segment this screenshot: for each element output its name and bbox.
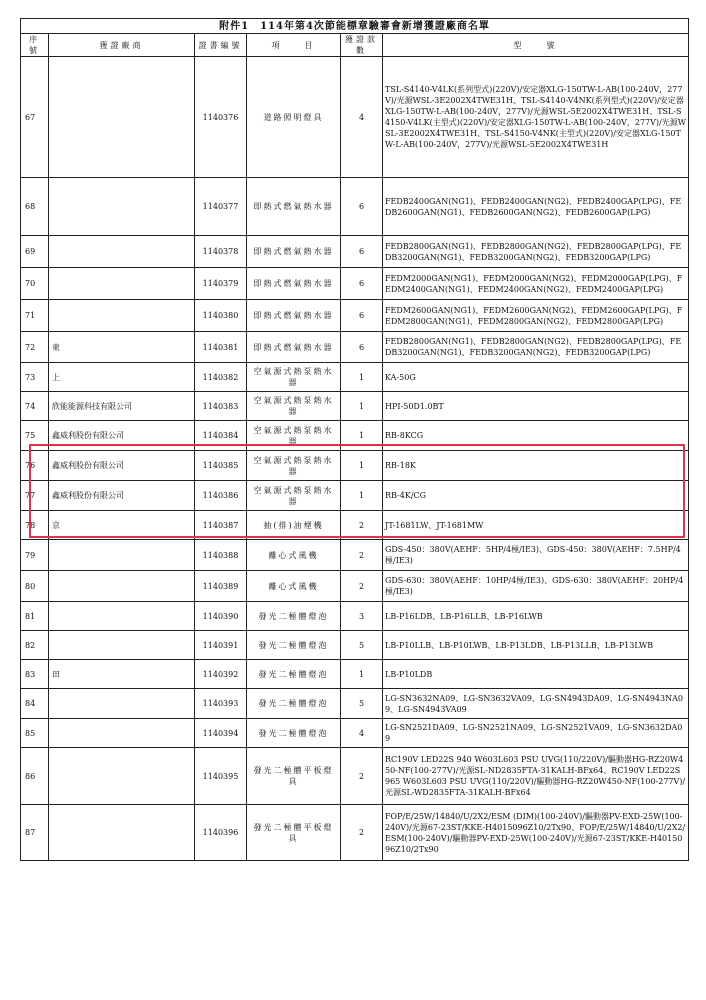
row-company: [49, 805, 195, 861]
row-company: [49, 268, 195, 300]
row-company: 鑫威利股份有限公司: [49, 451, 195, 481]
row-count: 1: [341, 451, 383, 481]
row-number: 72: [21, 332, 49, 363]
row-count: 2: [341, 748, 383, 805]
row-cert-number: 1140396: [195, 805, 247, 861]
table-row: [21, 571, 689, 602]
row-cert-number: 1140389: [195, 571, 247, 602]
row-company: [49, 631, 195, 660]
row-count: 6: [341, 236, 383, 268]
row-item: 發光二極體燈泡: [247, 602, 341, 631]
row-company: 鑫威利股份有限公司: [49, 481, 195, 511]
row-model: JT-1681LW、JT-1681MW: [383, 511, 689, 540]
row-model: RB-4K/CG: [383, 481, 689, 511]
row-model: LB-P10LLB、LB-P10LWB、LB-P13LDB、LB-P13LLB、LB-P13LWB: [383, 631, 689, 660]
row-model: GDS-450：380V(AEHF：5HP/4極/IE3)、GDS-450：380V(AEHF：7.5HP/4極/IE3): [383, 540, 689, 571]
row-cert-number: 1140390: [195, 602, 247, 631]
row-model: RC190V LED22S 940 W603L603 PSU UVG(110/220V)/驅動器HG-RZ20W450-NF(100-277V)/光源SL-ND2835FTA-31KALH-BFx64、RC190V LED22S 965 W603L603 PSU UVG(110/220V)/驅動器HG-RZ20W450-NF(100-277V)/光源SL-WD2835FTA-31KALH-BFx64: [383, 748, 689, 805]
row-model: LB-P10LDB: [383, 660, 689, 689]
table-row: [21, 57, 689, 178]
row-item: 即熱式燃氣熱水器: [247, 268, 341, 300]
table-row: [21, 805, 689, 861]
table-row: [21, 268, 689, 300]
row-count: 3: [341, 602, 383, 631]
row-company: [49, 57, 195, 178]
row-cert-number: 1140380: [195, 300, 247, 332]
row-cert-number: 1140382: [195, 363, 247, 392]
table-row: [21, 363, 689, 392]
row-cert-number: 1140377: [195, 178, 247, 236]
row-company: [49, 571, 195, 602]
table-row: [21, 602, 689, 631]
row-model: FEDB2800GAN(NG1)、FEDB2800GAN(NG2)、FEDB2800GAP(LPG)、FEDB3200GAN(NG1)、FEDB3200GAN(NG2)、FEDB3200GAP(LPG): [383, 332, 689, 363]
row-model: RB-18K: [383, 451, 689, 481]
row-company: [49, 689, 195, 719]
row-count: 1: [341, 421, 383, 451]
row-count: 5: [341, 689, 383, 719]
row-cert-number: 1140378: [195, 236, 247, 268]
col-header-item: 項 目: [247, 34, 341, 57]
row-cert-number: 1140392: [195, 660, 247, 689]
row-item: 即熱式燃氣熱水器: [247, 332, 341, 363]
row-number: 85: [21, 719, 49, 748]
row-model: LB-P16LDB、LB-P16LLB、LB-P16LWB: [383, 602, 689, 631]
col-header-count: 獲證款數: [341, 34, 383, 57]
row-count: 2: [341, 540, 383, 571]
row-model: LG-SN2521DA09、LG-SN2521NA09、LG-SN2521VA09、LG-SN3632DA09: [383, 719, 689, 748]
row-count: 1: [341, 481, 383, 511]
col-header-no: 序 號: [21, 34, 49, 57]
col-header-company: 獲證廠商: [49, 34, 195, 57]
row-number: 67: [21, 57, 49, 178]
row-item: 發光二極體燈泡: [247, 631, 341, 660]
row-count: 1: [341, 660, 383, 689]
row-count: 6: [341, 178, 383, 236]
row-model: FEDB2400GAN(NG1)、FEDB2400GAN(NG2)、FEDB2400GAP(LPG)、FEDB2600GAN(NG1)、FEDB2600GAN(NG2)、FEDB2600GAP(LPG): [383, 178, 689, 236]
table-row: [21, 511, 689, 540]
table-row: [21, 451, 689, 481]
row-count: 6: [341, 332, 383, 363]
row-cert-number: 1140393: [195, 689, 247, 719]
row-item: 發光二極體燈泡: [247, 660, 341, 689]
row-model: FEDB2800GAN(NG1)、FEDB2800GAN(NG2)、FEDB2800GAP(LPG)、FEDB3200GAN(NG1)、FEDB3200GAN(NG2)、FEDB3200GAP(LPG): [383, 236, 689, 268]
row-cert-number: 1140394: [195, 719, 247, 748]
row-cert-number: 1140384: [195, 421, 247, 451]
row-item: 空氣源式熱泵熱水器: [247, 451, 341, 481]
row-cert-number: 1140391: [195, 631, 247, 660]
row-number: 84: [21, 689, 49, 719]
row-item: 離心式風機: [247, 571, 341, 602]
table-row: [21, 236, 689, 268]
header-row: [21, 34, 689, 57]
row-cert-number: 1140388: [195, 540, 247, 571]
row-count: 6: [341, 268, 383, 300]
table-row: [21, 300, 689, 332]
row-model: FEDM2000GAN(NG1)、FEDM2000GAN(NG2)、FEDM2000GAP(LPG)、FEDM2400GAN(NG1)、FEDM2400GAN(NG2)、FEDM2400GAP(LPG): [383, 268, 689, 300]
row-count: 6: [341, 300, 383, 332]
row-company: 田: [49, 660, 195, 689]
row-cert-number: 1140383: [195, 392, 247, 421]
table-row: [21, 660, 689, 689]
row-company: [49, 748, 195, 805]
row-item: 即熱式燃氣熱水器: [247, 236, 341, 268]
row-count: 1: [341, 392, 383, 421]
row-cert-number: 1140381: [195, 332, 247, 363]
row-company: [49, 178, 195, 236]
row-company: 上: [49, 363, 195, 392]
table-row: [21, 540, 689, 571]
row-item: 空氣源式熱泵熱水器: [247, 392, 341, 421]
row-count: 1: [341, 363, 383, 392]
row-company: 京: [49, 511, 195, 540]
row-item: 道路照明燈具: [247, 57, 341, 178]
table-row: [21, 421, 689, 451]
row-item: 空氣源式熱泵熱水器: [247, 363, 341, 392]
row-count: 4: [341, 719, 383, 748]
table-row: [21, 481, 689, 511]
row-item: 發光二極體平板燈具: [247, 805, 341, 861]
row-item: 發光二極體燈泡: [247, 689, 341, 719]
row-company: 欣能能源科技有限公司: [49, 392, 195, 421]
row-company: 東: [49, 332, 195, 363]
row-model: RB-8KCG: [383, 421, 689, 451]
row-cert-number: 1140379: [195, 268, 247, 300]
table-row: [21, 748, 689, 805]
row-count: 2: [341, 571, 383, 602]
row-number: 74: [21, 392, 49, 421]
row-number: 70: [21, 268, 49, 300]
table-row: [21, 332, 689, 363]
row-number: 83: [21, 660, 49, 689]
document-sheet: [20, 18, 688, 861]
certified-vendor-table: [20, 18, 689, 861]
row-company: [49, 602, 195, 631]
row-number: 79: [21, 540, 49, 571]
row-number: 78: [21, 511, 49, 540]
row-number: 80: [21, 571, 49, 602]
row-company: [49, 236, 195, 268]
col-header-model: 型 號: [383, 34, 689, 57]
row-number: 82: [21, 631, 49, 660]
row-item: 即熱式燃氣熱水器: [247, 178, 341, 236]
row-model: GDS-630：380V(AEHF：10HP/4極/IE3)、GDS-630：380V(AEHF：20HP/4極/IE3): [383, 571, 689, 602]
table-row: [21, 392, 689, 421]
row-cert-number: 1140376: [195, 57, 247, 178]
row-number: 86: [21, 748, 49, 805]
table-body: [21, 57, 689, 861]
row-count: 2: [341, 805, 383, 861]
row-item: 離心式風機: [247, 540, 341, 571]
row-model: TSL-S4140-V4LK(系列型式)(220V)/安定器XLG-150TW-L-AB(100-240V，277V)/光源WSL-3E2002X4TWE31H、TSL-S4140-V4NK(系列型式)(220V)/安定器XLG-150TW-L-AB(100-240V，277V)/光源WSL-5E2002X4TWE31H、TSL-S4150-V4LK(主型式)(220V)/安定器XLG-150TW-L-AB(100-240V，277V)/光源WSL-3E2002X4TWE31H、TSL-S4150-V4NK(主型式)(220V)/安定器XLG-150TW-L-AB(100-240V，277V)/光源WSL-5E2002X4TWE31H: [383, 57, 689, 178]
row-number: 68: [21, 178, 49, 236]
row-item: 即熱式燃氣熱水器: [247, 300, 341, 332]
row-company: [49, 719, 195, 748]
row-item: 空氣源式熱泵熱水器: [247, 481, 341, 511]
table-row: [21, 178, 689, 236]
row-cert-number: 1140386: [195, 481, 247, 511]
row-cert-number: 1140395: [195, 748, 247, 805]
row-item: 發光二極體平板燈具: [247, 748, 341, 805]
row-cert-number: 1140387: [195, 511, 247, 540]
row-model: FOP/E/25W/14840/U/2X2/ESM (DIM)(100-240V)/驅動器PV-EXD-25W(100-240V)/光源67-23ST/KKE-H4015096Z10/2Tx90、FOP/E/25W/14840/U/2X2/ESM(100-240V)/驅動器PV-EXD-25W(100-240V)/光源67-23ST/KKE-H4015096Z10/2Tx90: [383, 805, 689, 861]
col-header-cert: 證書編號: [195, 34, 247, 57]
row-count: 2: [341, 511, 383, 540]
row-item: 發光二極體燈泡: [247, 719, 341, 748]
row-model: LG-SN3632NA09、LG-SN3632VA09、LG-SN4943DA09、LG-SN4943NA09、LG-SN4943VA09: [383, 689, 689, 719]
row-number: 76: [21, 451, 49, 481]
row-count: 5: [341, 631, 383, 660]
table-row: [21, 631, 689, 660]
row-number: 69: [21, 236, 49, 268]
row-model: KA-50G: [383, 363, 689, 392]
row-number: 73: [21, 363, 49, 392]
row-number: 77: [21, 481, 49, 511]
row-number: 87: [21, 805, 49, 861]
row-company: 鑫威利股份有限公司: [49, 421, 195, 451]
row-number: 81: [21, 602, 49, 631]
table-row: [21, 719, 689, 748]
row-number: 75: [21, 421, 49, 451]
row-model: FEDM2600GAN(NG1)、FEDM2600GAN(NG2)、FEDM2600GAP(LPG)、FEDM2800GAN(NG1)、FEDM2800GAN(NG2)、FEDM2800GAP(LPG): [383, 300, 689, 332]
row-item: 抽(排)油煙機: [247, 511, 341, 540]
row-company: [49, 540, 195, 571]
table-row: [21, 689, 689, 719]
row-company: [49, 300, 195, 332]
page-title: 附件1 114年第4次節能標章驗審會新增獲證廠商名單: [21, 19, 689, 34]
row-count: 4: [341, 57, 383, 178]
row-cert-number: 1140385: [195, 451, 247, 481]
row-number: 71: [21, 300, 49, 332]
row-item: 空氣源式熱泵熱水器: [247, 421, 341, 451]
row-model: HPI-50D1.0BT: [383, 392, 689, 421]
